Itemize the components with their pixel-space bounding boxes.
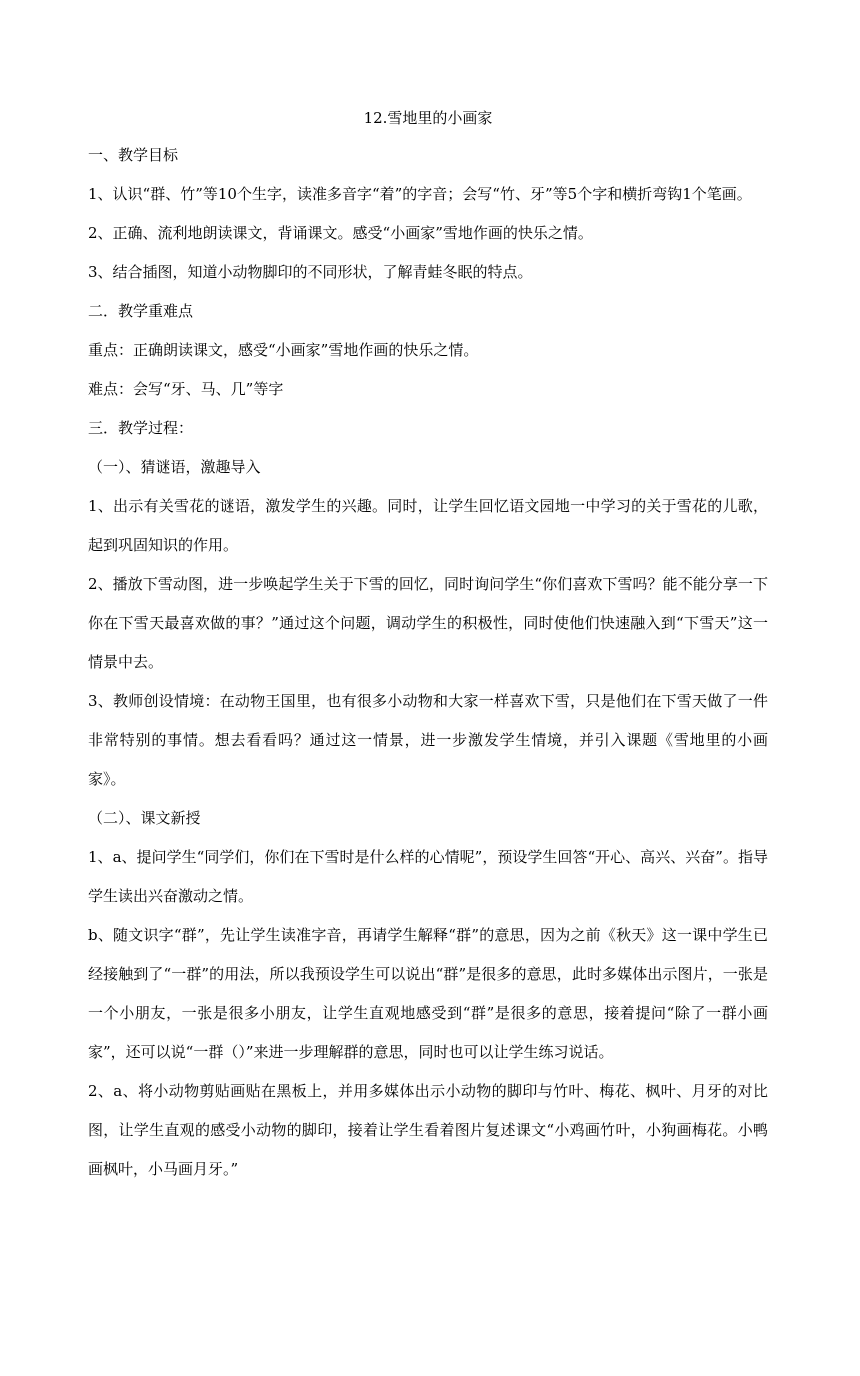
process-step-1: 1、出示有关雪花的谜语，激发学生的兴趣。同时，让学生回忆语文园地一中学习的关于雪花的儿歌，起到巩固知识的作用。 <box>88 497 768 554</box>
subheading-new-lesson: （二）、课文新授 <box>88 809 201 827</box>
heading-key-difficulties: 二．教学重难点 <box>88 302 194 320</box>
lesson-step-1a: 1、a、提问学生“同学们，你们在下雪时是什么样的心情呢”，预设学生回答“开心、高兴、兴奋”。指导学生读出兴奋激动之情。 <box>88 848 768 905</box>
goal-item-1: 1、认识“群、竹”等10个生字，读准多音字“着”的字音；会写“竹、牙”等5个字和横折弯钩1个笔画。 <box>88 185 752 203</box>
difficult-point: 难点：会写“牙、马、几”等字 <box>88 380 284 398</box>
heading-teaching-goals: 一、教学目标 <box>88 146 179 164</box>
key-point: 重点：正确朗读课文，感受“小画家”雪地作画的快乐之情。 <box>88 341 479 359</box>
heading-teaching-process: 三．教学过程： <box>88 419 194 437</box>
document-title: 12.雪地里的小画家 <box>363 109 493 127</box>
lesson-step-1b: b、随文识字“群”，先让学生读准字音，再请学生解释“群”的意思，因为之前《秋天》这一课中学生已经接触到了“一群”的用法，所以我预设学生可以说出“群”是很多的意思，此时多媒体出示图片，一张是一个小朋友，一张是很多小朋友，让学生直观地感受到“群”是很多的意思，接着提问“除了一群小画家”，还可以说“一群（）”来进一步理解群的意思，同时也可以让学生练习说话。 <box>88 926 768 1061</box>
goal-item-3: 3、结合插图，知道小动物脚印的不同形状，了解青蛙冬眠的特点。 <box>88 263 533 281</box>
document-page <box>88 100 768 1189</box>
goal-item-2: 2、正确、流利地朗读课文，背诵课文。感受“小画家”雪地作画的快乐之情。 <box>88 224 593 242</box>
lesson-step-2a: 2、a、将小动物剪贴画贴在黑板上，并用多媒体出示小动物的脚印与竹叶、梅花、枫叶、月牙的对比图，让学生直观的感受小动物的脚印，接着让学生看着图片复述课文“小鸡画竹叶，小狗画梅花。小鸭画枫叶，小马画月牙。” <box>88 1082 768 1178</box>
process-step-2: 2、播放下雪动图，进一步唤起学生关于下雪的回忆，同时询问学生“你们喜欢下雪吗？能不能分享一下你在下雪天最喜欢做的事？”通过这个问题，调动学生的积极性，同时使他们快速融入到“下雪天”这一情景中去。 <box>88 575 768 671</box>
process-step-3: 3、教师创设情境：在动物王国里，也有很多小动物和大家一样喜欢下雪，只是他们在下雪天做了一件非常特别的事情。想去看看吗？通过这一情景，进一步激发学生情境，并引入课题《雪地里的小画家》。 <box>88 692 768 788</box>
subheading-riddle-intro: （一）、猜谜语，激趣导入 <box>88 458 261 476</box>
